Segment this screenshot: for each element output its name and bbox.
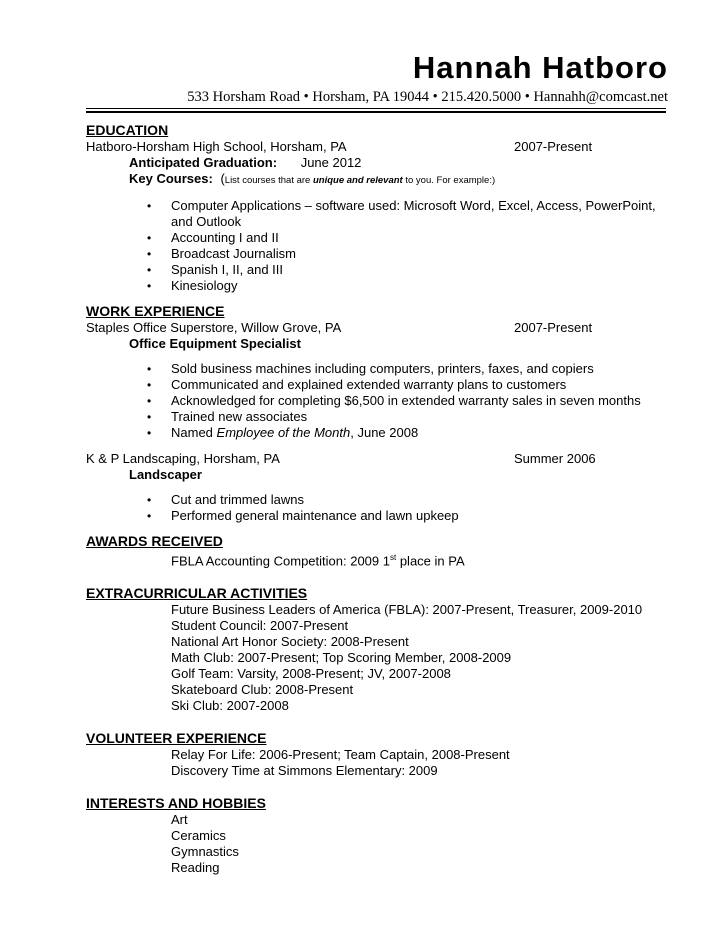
work-heading: WORK EXPERIENCE <box>86 303 225 319</box>
list-item: • Communicated and explained extended warranty plans to customers <box>171 377 666 393</box>
key-courses-note-a: List courses that are <box>224 175 313 186</box>
job-dates: Summer 2006 <box>514 451 596 466</box>
job-dates: 2007-Present <box>514 320 593 335</box>
list-item: Gymnastics <box>171 844 239 860</box>
job-title: Office Equipment Specialist <box>129 336 301 351</box>
graduation-row <box>86 155 666 171</box>
school-dates: 2007-Present <box>514 139 593 154</box>
header-rule-thick <box>86 111 666 113</box>
school-name: Hatboro-Horsham High School, Horsham, PA <box>86 139 347 154</box>
key-courses-label: Key Courses: <box>129 171 213 186</box>
job-title: Landscaper <box>129 467 202 482</box>
employer-name: K & P Landscaping, Horsham, PA <box>86 451 280 466</box>
interests-heading: INTERESTS AND HOBBIES <box>86 795 266 812</box>
job-row <box>86 451 666 467</box>
volunteer-heading: VOLUNTEER EXPERIENCE <box>86 730 267 747</box>
list-item: • Performed general maintenance and lawn upkeep <box>171 508 666 524</box>
list-item: Ceramics <box>171 828 226 844</box>
list-item: Skateboard Club: 2008-Present <box>171 682 354 698</box>
education-heading: EDUCATION <box>86 122 169 138</box>
list-item: • Named Employee of the Month, June 2008 <box>171 425 666 441</box>
resume-body <box>86 122 666 876</box>
list-item: • Trained new associates <box>171 409 666 425</box>
key-courses-note-em: unique and relevant <box>312 175 403 186</box>
list-item: • Accounting I and II <box>171 230 666 246</box>
list-item: National Art Honor Society: 2008-Present <box>171 634 409 650</box>
list-item: Ski Club: 2007-2008 <box>171 698 289 714</box>
list-item: Discovery Time at Simmons Elementary: 2009 <box>171 763 438 779</box>
list-item: Reading <box>171 860 220 876</box>
job-duties-list <box>86 492 666 524</box>
list-item: • Computer Applications – software used: Microsoft Word, Excel, Access, PowerPoint, and Outlook <box>171 198 666 230</box>
list-item: • Spanish I, II, and III <box>171 262 666 278</box>
list-item: Relay For Life: 2006-Present; Team Captain, 2008-Present <box>171 747 510 763</box>
list-item: • Cut and trimmed lawns <box>171 492 666 508</box>
graduation-label: Anticipated Graduation: <box>129 155 278 170</box>
list-item: • Sold business machines including computers, printers, faxes, and copiers <box>171 361 666 377</box>
key-courses-row <box>86 171 666 189</box>
candidate-name: Hannah Hatboro <box>412 50 668 85</box>
list-item: • Broadcast Journalism <box>171 246 666 262</box>
list-item: • Acknowledged for completing $6,500 in extended warranty sales in seven months <box>171 393 666 409</box>
education-row <box>86 139 666 155</box>
list-item: • Kinesiology <box>171 278 666 294</box>
graduation-value: June 2012 <box>300 155 362 170</box>
list-item: Student Council: 2007-Present <box>171 618 349 634</box>
employer-name: Staples Office Superstore, Willow Grove, PA <box>86 320 342 335</box>
award-item: FBLA Accounting Competition: 2009 1st place in PA <box>171 553 465 569</box>
list-item: Math Club: 2007-Present; Top Scoring Member, 2008-2009 <box>171 650 512 666</box>
awards-heading: AWARDS RECEIVED <box>86 533 223 549</box>
courses-list <box>86 198 666 294</box>
job-duties-list <box>86 361 666 441</box>
key-courses-paren: ( <box>220 171 225 186</box>
extracurricular-heading: EXTRACURRICULAR ACTIVITIES <box>86 585 308 602</box>
list-item: Future Business Leaders of America (FBLA): 2007-Present, Treasurer, 2009-2010 <box>171 602 643 618</box>
contact-line: 533 Horsham Road • Horsham, PA 19044 • 215.420.5000 • Hannahh@comcast.net <box>187 89 668 105</box>
key-courses-note-b: to you. For example:) <box>402 175 496 186</box>
list-item: Golf Team: Varsity, 2008-Present; JV, 2007-2008 <box>171 666 451 682</box>
header-rule-thin <box>86 108 666 109</box>
job-row <box>86 320 666 336</box>
list-item: Art <box>171 812 188 828</box>
